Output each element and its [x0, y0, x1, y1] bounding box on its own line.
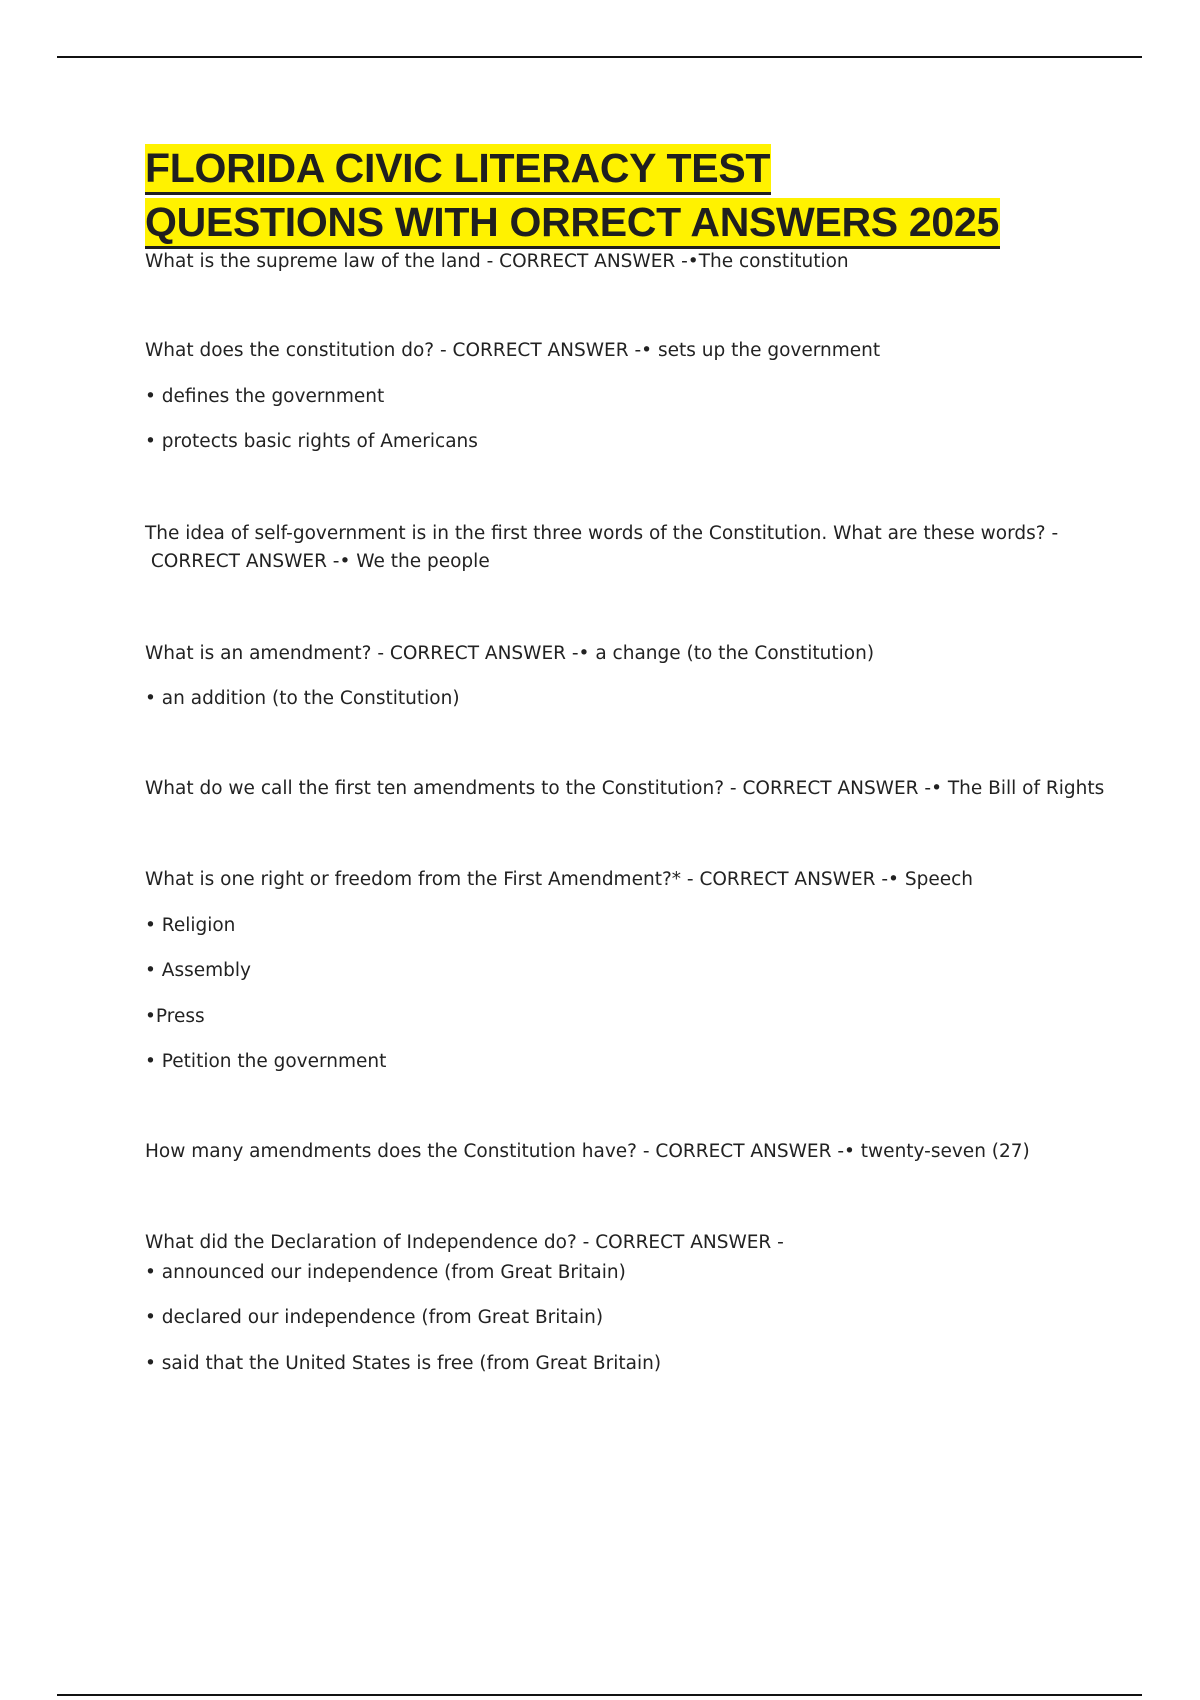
- title-line-2: QUESTIONS WITH ORRECT ANSWERS 2025: [145, 198, 1000, 249]
- document-title: [145, 143, 1000, 251]
- footer-rule: [57, 1694, 1142, 1696]
- answer-bullet: • an addition (to the Constitution): [145, 688, 460, 709]
- answer-bullet: • Assembly: [145, 960, 251, 981]
- answer-bullet: • Religion: [145, 915, 236, 936]
- answer-self-government: CORRECT ANSWER -• We the people: [145, 551, 490, 572]
- answer-bullet: • Petition the government: [145, 1051, 387, 1072]
- answer-bullet: • declared our independence (from Great Britain): [145, 1307, 604, 1328]
- question-first-ten-amendments: What do we call the first ten amendments to the Constitution? - CORRECT ANSWER -• The Bill of Rights: [145, 778, 1105, 799]
- header-rule: [57, 56, 1142, 58]
- answer-bullet: • announced our independence (from Great Britain): [145, 1262, 626, 1283]
- question-first-amendment: What is one right or freedom from the First Amendment?* - CORRECT ANSWER -• Speech: [145, 869, 973, 890]
- answer-bullet: • said that the United States is free (from Great Britain): [145, 1353, 662, 1374]
- answer-bullet: •Press: [145, 1006, 205, 1027]
- question-supreme-law: What is the supreme law of the land - CORRECT ANSWER -•The constitution: [145, 251, 849, 272]
- question-constitution-do: What does the constitution do? - CORRECT ANSWER -• sets up the government: [145, 340, 881, 361]
- title-line-1: FLORIDA CIVIC LITERACY TEST: [145, 144, 771, 195]
- question-self-government: The idea of self-government is in the first three words of the Constitution. What are these words? -: [145, 523, 1059, 544]
- question-number-of-amendments: How many amendments does the Constitution have? - CORRECT ANSWER -• twenty-seven (27): [145, 1141, 1030, 1162]
- question-amendment: What is an amendment? - CORRECT ANSWER -• a change (to the Constitution): [145, 643, 875, 664]
- answer-bullet: • defines the government: [145, 386, 385, 407]
- question-declaration: What did the Declaration of Independence do? - CORRECT ANSWER -: [145, 1232, 784, 1253]
- answer-bullet: • protects basic rights of Americans: [145, 431, 478, 452]
